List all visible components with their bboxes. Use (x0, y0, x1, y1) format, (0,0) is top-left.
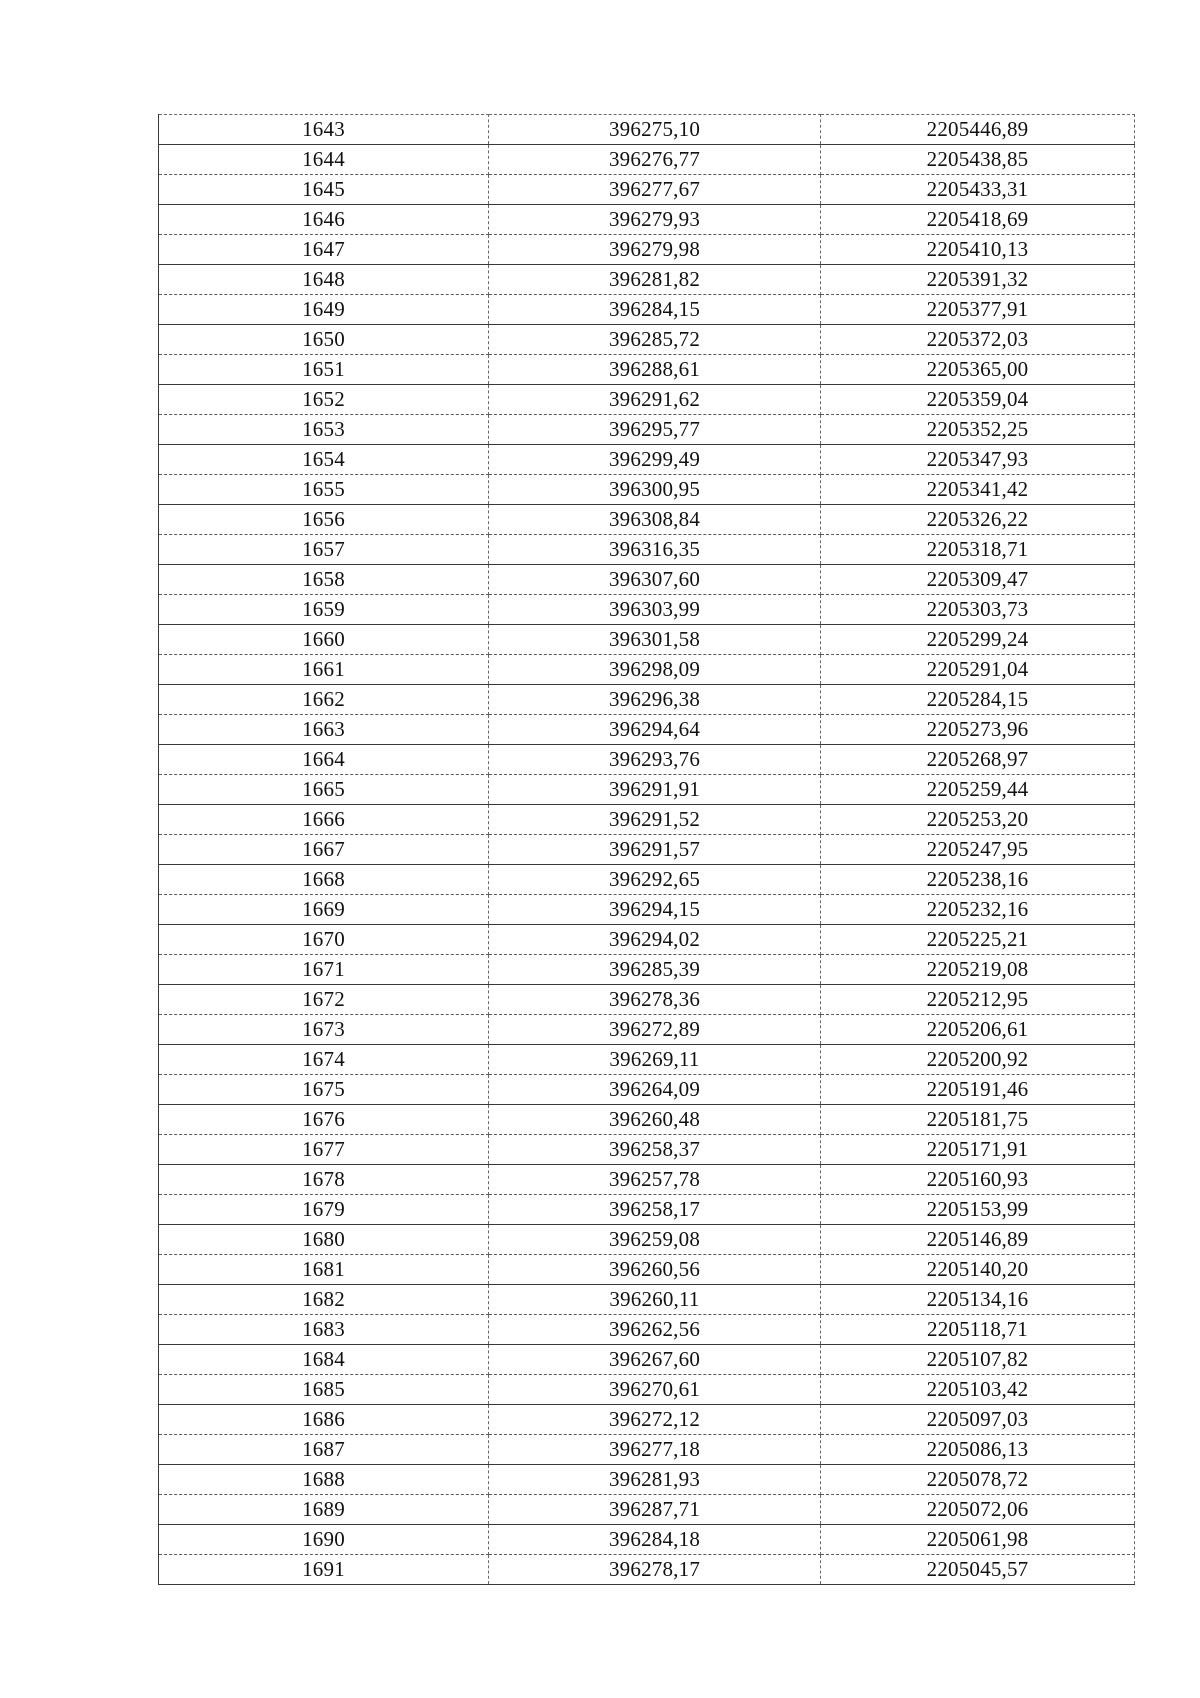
point-number-cell: 1687 (159, 1435, 489, 1465)
point-number-cell: 1678 (159, 1165, 489, 1195)
y-coordinate-cell: 2205268,97 (821, 745, 1135, 775)
x-coordinate-cell: 396279,98 (489, 235, 821, 265)
y-coordinate-cell: 2205086,13 (821, 1435, 1135, 1465)
point-number-cell: 1667 (159, 835, 489, 865)
x-coordinate-cell: 396308,84 (489, 505, 821, 535)
y-coordinate-cell: 2205303,73 (821, 595, 1135, 625)
y-coordinate-cell: 2205146,89 (821, 1225, 1135, 1255)
table-row (159, 175, 1135, 205)
point-number-cell: 1680 (159, 1225, 489, 1255)
y-coordinate-cell: 2205284,15 (821, 685, 1135, 715)
point-number-cell: 1656 (159, 505, 489, 535)
y-coordinate-cell: 2205247,95 (821, 835, 1135, 865)
y-coordinate-cell: 2205359,04 (821, 385, 1135, 415)
table-row (159, 145, 1135, 175)
x-coordinate-cell: 396272,12 (489, 1405, 821, 1435)
y-coordinate-cell: 2205134,16 (821, 1285, 1135, 1315)
y-coordinate-cell: 2205291,04 (821, 655, 1135, 685)
y-coordinate-cell: 2205200,92 (821, 1045, 1135, 1075)
table-row (159, 445, 1135, 475)
point-number-cell: 1651 (159, 355, 489, 385)
table-row (159, 835, 1135, 865)
table-row (159, 805, 1135, 835)
y-coordinate-cell: 2205446,89 (821, 115, 1135, 145)
y-coordinate-cell: 2205171,91 (821, 1135, 1135, 1165)
x-coordinate-cell: 396300,95 (489, 475, 821, 505)
y-coordinate-cell: 2205045,57 (821, 1555, 1135, 1585)
table-row (159, 1555, 1135, 1585)
x-coordinate-cell: 396294,64 (489, 715, 821, 745)
x-coordinate-cell: 396299,49 (489, 445, 821, 475)
table-row (159, 985, 1135, 1015)
point-number-cell: 1682 (159, 1285, 489, 1315)
point-number-cell: 1648 (159, 265, 489, 295)
point-number-cell: 1688 (159, 1465, 489, 1495)
table-row (159, 715, 1135, 745)
table-row (159, 1075, 1135, 1105)
table-row (159, 415, 1135, 445)
point-number-cell: 1685 (159, 1375, 489, 1405)
point-number-cell: 1691 (159, 1555, 489, 1585)
y-coordinate-cell: 2205232,16 (821, 895, 1135, 925)
point-number-cell: 1689 (159, 1495, 489, 1525)
point-number-cell: 1664 (159, 745, 489, 775)
table-row (159, 1375, 1135, 1405)
table-row (159, 235, 1135, 265)
y-coordinate-cell: 2205318,71 (821, 535, 1135, 565)
point-number-cell: 1653 (159, 415, 489, 445)
point-number-cell: 1649 (159, 295, 489, 325)
point-number-cell: 1675 (159, 1075, 489, 1105)
y-coordinate-cell: 2205206,61 (821, 1015, 1135, 1045)
table-row (159, 1105, 1135, 1135)
table-row (159, 385, 1135, 415)
y-coordinate-cell: 2205160,93 (821, 1165, 1135, 1195)
y-coordinate-cell: 2205225,21 (821, 925, 1135, 955)
x-coordinate-cell: 396278,17 (489, 1555, 821, 1585)
table-row (159, 205, 1135, 235)
y-coordinate-cell: 2205347,93 (821, 445, 1135, 475)
x-coordinate-cell: 396291,52 (489, 805, 821, 835)
x-coordinate-cell: 396269,11 (489, 1045, 821, 1075)
point-number-cell: 1643 (159, 115, 489, 145)
y-coordinate-cell: 2205061,98 (821, 1525, 1135, 1555)
point-number-cell: 1681 (159, 1255, 489, 1285)
x-coordinate-cell: 396281,82 (489, 265, 821, 295)
point-number-cell: 1659 (159, 595, 489, 625)
table-row (159, 1315, 1135, 1345)
table-row (159, 925, 1135, 955)
y-coordinate-cell: 2205118,71 (821, 1315, 1135, 1345)
coordinates-table-body (159, 115, 1135, 1585)
table-row (159, 745, 1135, 775)
point-number-cell: 1668 (159, 865, 489, 895)
x-coordinate-cell: 396291,62 (489, 385, 821, 415)
y-coordinate-cell: 2205153,99 (821, 1195, 1135, 1225)
table-row (159, 1195, 1135, 1225)
table-row (159, 1045, 1135, 1075)
y-coordinate-cell: 2205418,69 (821, 205, 1135, 235)
x-coordinate-cell: 396275,10 (489, 115, 821, 145)
x-coordinate-cell: 396287,71 (489, 1495, 821, 1525)
x-coordinate-cell: 396270,61 (489, 1375, 821, 1405)
x-coordinate-cell: 396285,39 (489, 955, 821, 985)
y-coordinate-cell: 2205341,42 (821, 475, 1135, 505)
table-row (159, 595, 1135, 625)
y-coordinate-cell: 2205352,25 (821, 415, 1135, 445)
x-coordinate-cell: 396303,99 (489, 595, 821, 625)
table-row (159, 865, 1135, 895)
y-coordinate-cell: 2205391,32 (821, 265, 1135, 295)
y-coordinate-cell: 2205219,08 (821, 955, 1135, 985)
x-coordinate-cell: 396295,77 (489, 415, 821, 445)
x-coordinate-cell: 396291,57 (489, 835, 821, 865)
table-row (159, 295, 1135, 325)
point-number-cell: 1652 (159, 385, 489, 415)
table-row (159, 1015, 1135, 1045)
x-coordinate-cell: 396258,37 (489, 1135, 821, 1165)
table-row (159, 955, 1135, 985)
y-coordinate-cell: 2205377,91 (821, 295, 1135, 325)
point-number-cell: 1654 (159, 445, 489, 475)
point-number-cell: 1660 (159, 625, 489, 655)
point-number-cell: 1650 (159, 325, 489, 355)
table-row (159, 655, 1135, 685)
x-coordinate-cell: 396267,60 (489, 1345, 821, 1375)
x-coordinate-cell: 396292,65 (489, 865, 821, 895)
x-coordinate-cell: 396276,77 (489, 145, 821, 175)
point-number-cell: 1683 (159, 1315, 489, 1345)
point-number-cell: 1645 (159, 175, 489, 205)
table-row (159, 685, 1135, 715)
y-coordinate-cell: 2205191,46 (821, 1075, 1135, 1105)
point-number-cell: 1644 (159, 145, 489, 175)
y-coordinate-cell: 2205238,16 (821, 865, 1135, 895)
x-coordinate-cell: 396288,61 (489, 355, 821, 385)
y-coordinate-cell: 2205365,00 (821, 355, 1135, 385)
y-coordinate-cell: 2205140,20 (821, 1255, 1135, 1285)
x-coordinate-cell: 396264,09 (489, 1075, 821, 1105)
table-row (159, 1135, 1135, 1165)
y-coordinate-cell: 2205107,82 (821, 1345, 1135, 1375)
y-coordinate-cell: 2205299,24 (821, 625, 1135, 655)
table-row (159, 535, 1135, 565)
table-row (159, 1525, 1135, 1555)
point-number-cell: 1672 (159, 985, 489, 1015)
y-coordinate-cell: 2205259,44 (821, 775, 1135, 805)
y-coordinate-cell: 2205181,75 (821, 1105, 1135, 1135)
point-number-cell: 1686 (159, 1405, 489, 1435)
point-number-cell: 1663 (159, 715, 489, 745)
x-coordinate-cell: 396291,91 (489, 775, 821, 805)
point-number-cell: 1674 (159, 1045, 489, 1075)
y-coordinate-cell: 2205372,03 (821, 325, 1135, 355)
point-number-cell: 1646 (159, 205, 489, 235)
y-coordinate-cell: 2205309,47 (821, 565, 1135, 595)
x-coordinate-cell: 396260,56 (489, 1255, 821, 1285)
point-number-cell: 1684 (159, 1345, 489, 1375)
y-coordinate-cell: 2205253,20 (821, 805, 1135, 835)
table-row (159, 1435, 1135, 1465)
x-coordinate-cell: 396258,17 (489, 1195, 821, 1225)
table-row (159, 1405, 1135, 1435)
point-number-cell: 1677 (159, 1135, 489, 1165)
point-number-cell: 1676 (159, 1105, 489, 1135)
x-coordinate-cell: 396278,36 (489, 985, 821, 1015)
table-row (159, 355, 1135, 385)
x-coordinate-cell: 396285,72 (489, 325, 821, 355)
point-number-cell: 1666 (159, 805, 489, 835)
y-coordinate-cell: 2205326,22 (821, 505, 1135, 535)
table-row (159, 1165, 1135, 1195)
x-coordinate-cell: 396284,15 (489, 295, 821, 325)
y-coordinate-cell: 2205072,06 (821, 1495, 1135, 1525)
table-row (159, 565, 1135, 595)
table-row (159, 775, 1135, 805)
point-number-cell: 1690 (159, 1525, 489, 1555)
x-coordinate-cell: 396262,56 (489, 1315, 821, 1345)
point-number-cell: 1658 (159, 565, 489, 595)
table-row (159, 325, 1135, 355)
y-coordinate-cell: 2205273,96 (821, 715, 1135, 745)
table-row (159, 1285, 1135, 1315)
table-row (159, 625, 1135, 655)
table-row (159, 475, 1135, 505)
y-coordinate-cell: 2205410,13 (821, 235, 1135, 265)
point-number-cell: 1655 (159, 475, 489, 505)
x-coordinate-cell: 396294,15 (489, 895, 821, 925)
x-coordinate-cell: 396277,67 (489, 175, 821, 205)
x-coordinate-cell: 396284,18 (489, 1525, 821, 1555)
coordinates-table (158, 114, 1135, 1585)
x-coordinate-cell: 396294,02 (489, 925, 821, 955)
table-row (159, 1345, 1135, 1375)
y-coordinate-cell: 2205097,03 (821, 1405, 1135, 1435)
point-number-cell: 1647 (159, 235, 489, 265)
table-row (159, 505, 1135, 535)
y-coordinate-cell: 2205212,95 (821, 985, 1135, 1015)
point-number-cell: 1662 (159, 685, 489, 715)
x-coordinate-cell: 396277,18 (489, 1435, 821, 1465)
x-coordinate-cell: 396293,76 (489, 745, 821, 775)
x-coordinate-cell: 396272,89 (489, 1015, 821, 1045)
table-row (159, 115, 1135, 145)
table-row (159, 895, 1135, 925)
x-coordinate-cell: 396257,78 (489, 1165, 821, 1195)
x-coordinate-cell: 396260,11 (489, 1285, 821, 1315)
point-number-cell: 1665 (159, 775, 489, 805)
table-row (159, 1495, 1135, 1525)
x-coordinate-cell: 396298,09 (489, 655, 821, 685)
x-coordinate-cell: 396307,60 (489, 565, 821, 595)
point-number-cell: 1670 (159, 925, 489, 955)
x-coordinate-cell: 396301,58 (489, 625, 821, 655)
x-coordinate-cell: 396259,08 (489, 1225, 821, 1255)
point-number-cell: 1657 (159, 535, 489, 565)
x-coordinate-cell: 396260,48 (489, 1105, 821, 1135)
point-number-cell: 1679 (159, 1195, 489, 1225)
x-coordinate-cell: 396281,93 (489, 1465, 821, 1495)
table-row (159, 1255, 1135, 1285)
point-number-cell: 1661 (159, 655, 489, 685)
point-number-cell: 1673 (159, 1015, 489, 1045)
table-row (159, 1465, 1135, 1495)
table-row (159, 1225, 1135, 1255)
y-coordinate-cell: 2205103,42 (821, 1375, 1135, 1405)
y-coordinate-cell: 2205438,85 (821, 145, 1135, 175)
point-number-cell: 1671 (159, 955, 489, 985)
x-coordinate-cell: 396316,35 (489, 535, 821, 565)
point-number-cell: 1669 (159, 895, 489, 925)
x-coordinate-cell: 396296,38 (489, 685, 821, 715)
y-coordinate-cell: 2205433,31 (821, 175, 1135, 205)
y-coordinate-cell: 2205078,72 (821, 1465, 1135, 1495)
table-row (159, 265, 1135, 295)
x-coordinate-cell: 396279,93 (489, 205, 821, 235)
